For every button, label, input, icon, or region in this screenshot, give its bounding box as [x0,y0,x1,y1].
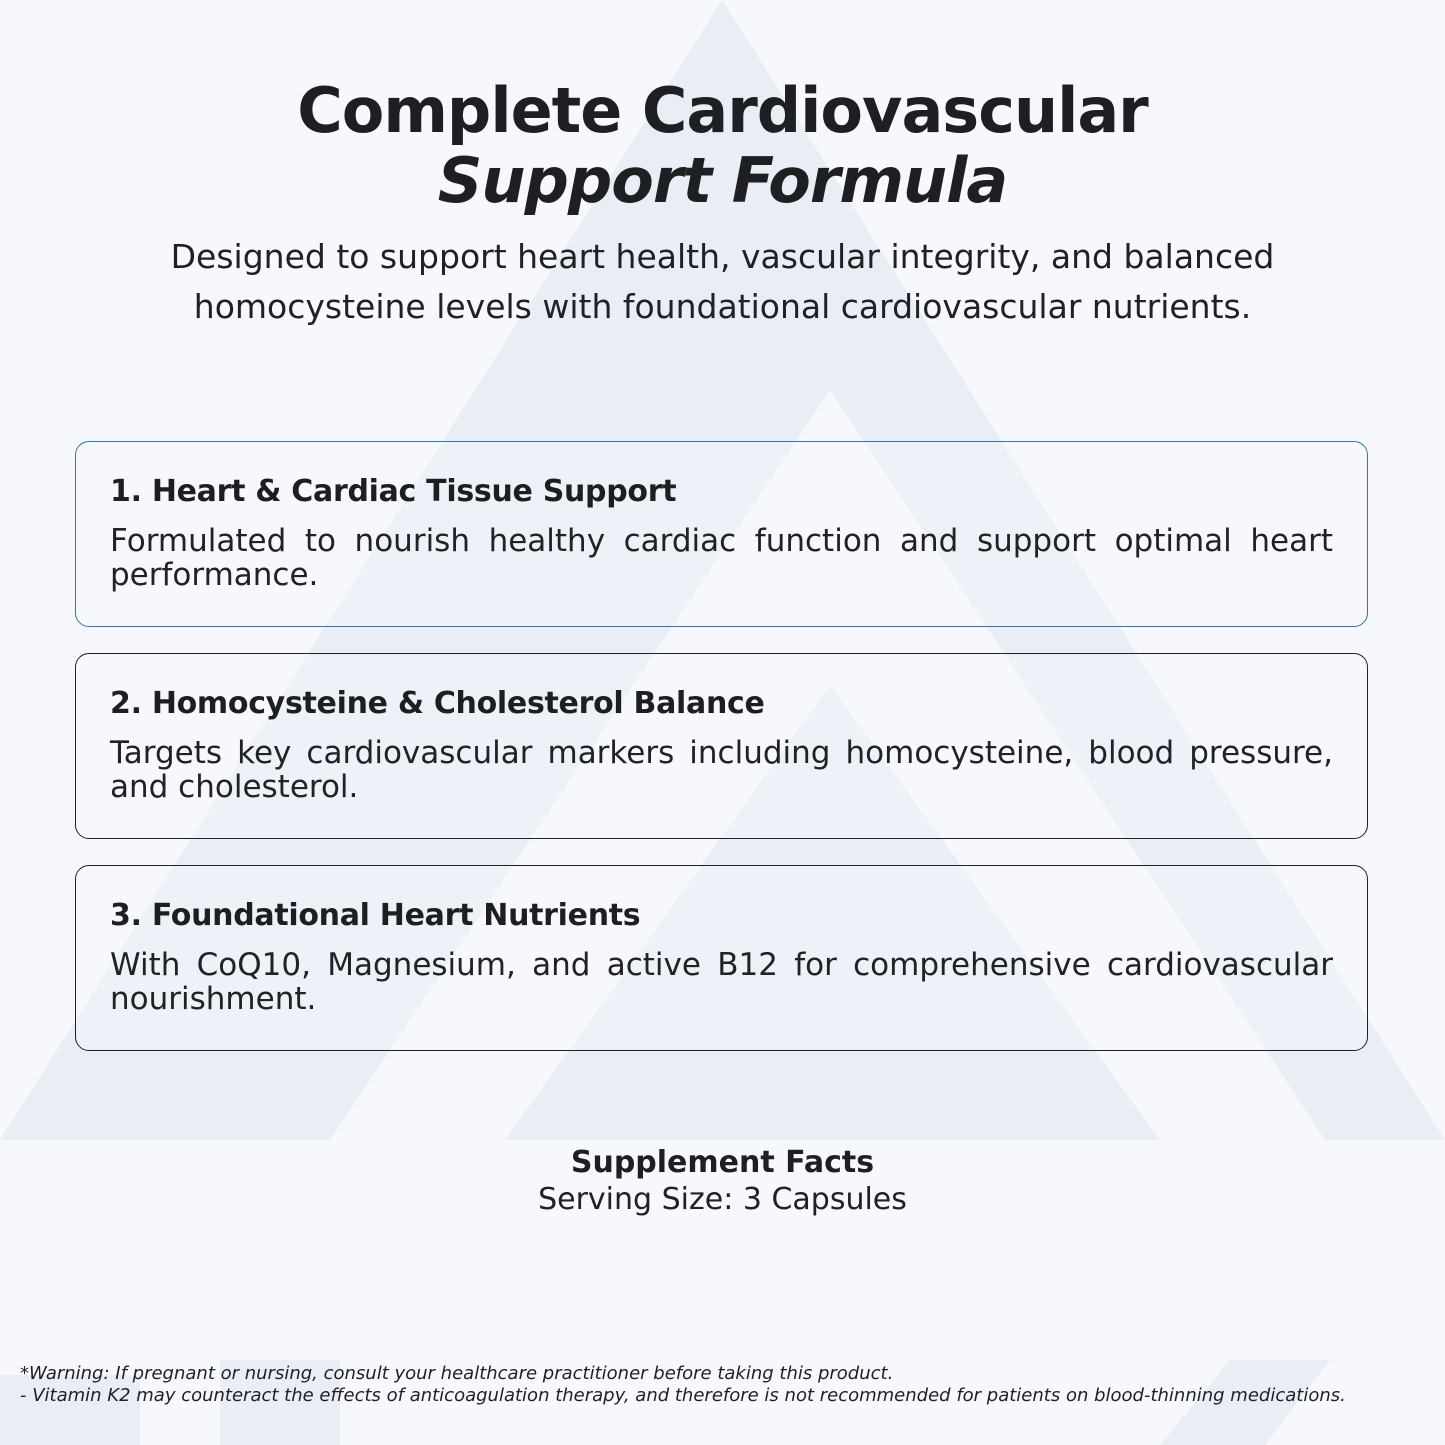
warning-disclaimer [20,1363,1425,1407]
page-subtitle: Designed to support heart health, vascular integrity, and balanced homocysteine levels with foundational cardiovascular nutrients. [170,237,1275,326]
benefit-card-foundational-nutrients [75,865,1368,1051]
benefit-card-description: Targets key cardiovascular markers including homocysteine, blood pressure, and cholesterol. [110,735,1333,805]
benefit-card-description: With CoQ10, Magnesium, and active B12 for comprehensive cardiovascular nourishment. [110,947,1333,1017]
supplement-facts-title: Supplement Facts [570,1145,875,1180]
benefit-card-title: 3. Foundational Heart Nutrients [110,898,641,933]
benefit-card-title: 1. Heart & Cardiac Tissue Support [110,474,677,509]
benefit-card-heart-support [75,441,1368,627]
supplement-facts-summary [0,1145,1445,1219]
benefit-card-title: 2. Homocysteine & Cholesterol Balance [110,686,765,721]
title-line-one: Complete Cardiovascular [297,74,1148,147]
page-title [0,76,1445,216]
serving-size: Serving Size: 3 Capsules [538,1182,907,1217]
pregnancy-warning: *Warning: If pregnant or nursing, consult your healthcare practitioner before taking this product. [20,1363,894,1384]
benefit-card-homocysteine-balance [75,653,1368,839]
title-line-two: Support Formula [437,144,1008,217]
benefit-card-description: Formulated to nourish healthy cardiac function and support optimal heart performance. [110,523,1333,593]
vitamin-k2-warning: - Vitamin K2 may counteract the effects of anticoagulation therapy, and therefore is not recommended for patients on blood-thinning medications. [20,1385,1346,1406]
